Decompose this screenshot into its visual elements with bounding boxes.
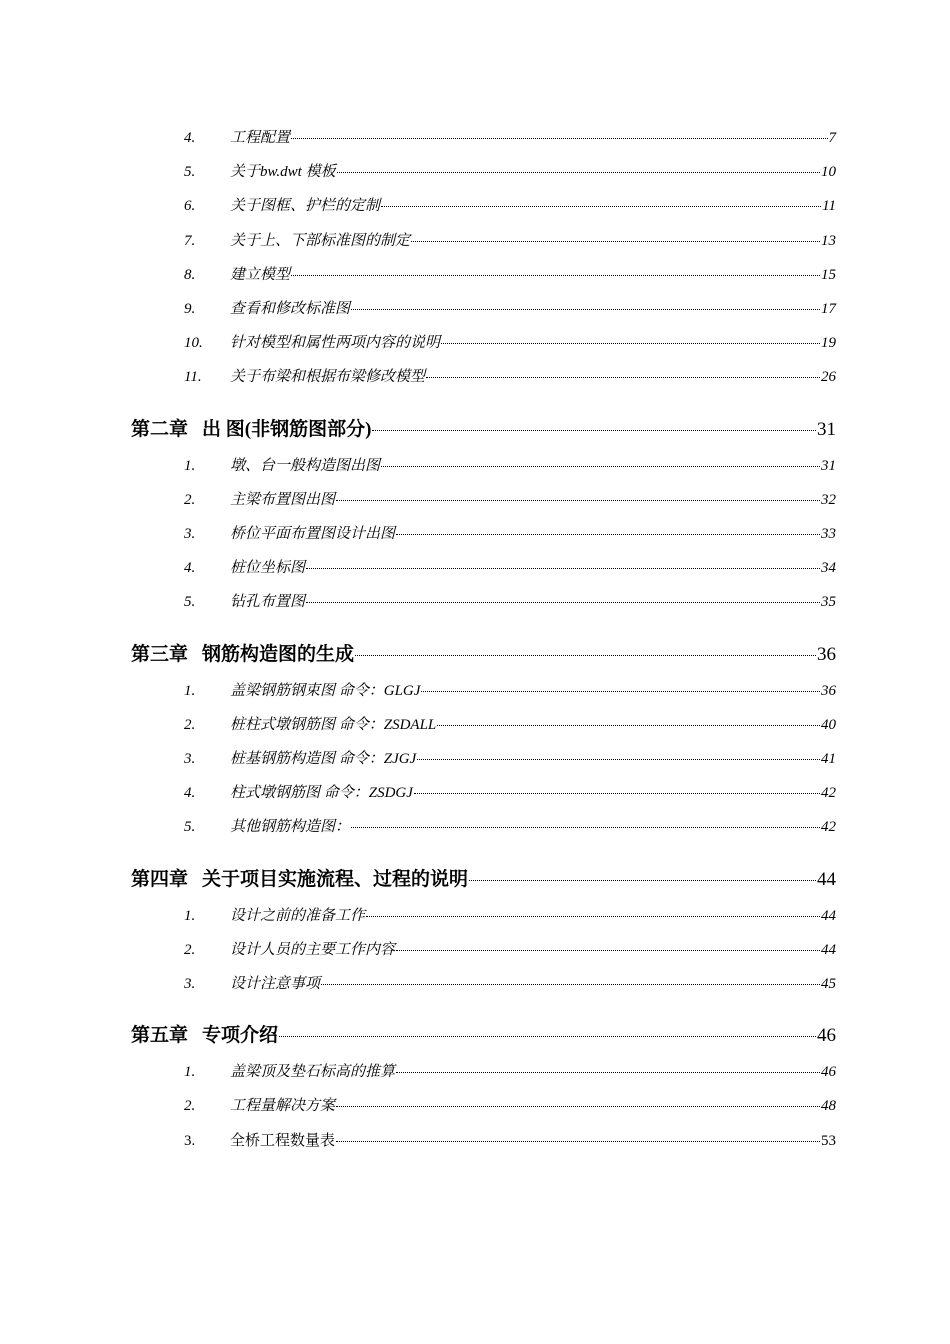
entry-title: 主梁布置图出图 <box>230 491 336 508</box>
toc-entry[interactable] <box>184 1129 836 1151</box>
entry-title: 关于上、下部标准图的制定 <box>230 232 411 249</box>
toc-chapter[interactable] <box>131 414 836 442</box>
page-number: 36 <box>817 643 836 665</box>
page-number: 42 <box>821 785 836 802</box>
dot-leader <box>421 691 820 692</box>
toc-entry[interactable] <box>184 160 836 182</box>
toc-chapter[interactable] <box>131 864 836 892</box>
entry-title: 桩位坐标图 <box>230 560 306 577</box>
entry-number: 2. <box>184 491 196 508</box>
toc-entry[interactable] <box>184 126 836 148</box>
toc-entry[interactable] <box>184 263 836 285</box>
chapter-title: 出 图(非钢筋图部分) <box>202 418 372 440</box>
entry-title: 设计人员的主要工作内容 <box>230 941 396 958</box>
page-number: 44 <box>817 868 836 890</box>
toc-entry[interactable] <box>184 713 836 735</box>
dot-leader <box>372 430 816 431</box>
dot-leader <box>441 343 820 344</box>
entry-number: 2. <box>184 1098 196 1115</box>
dot-leader <box>351 827 820 828</box>
entry-title: 设计之前的准备工作 <box>230 907 366 924</box>
entry-title: 工程量解决方案 <box>230 1098 336 1115</box>
entry-number: 7. <box>184 232 196 249</box>
entry-number: 10. <box>184 335 203 352</box>
entry-title: 针对模型和属性两项内容的说明 <box>230 335 441 352</box>
page-number: 45 <box>821 976 836 992</box>
entry-title: 盖梁顶及垫石标高的推算 <box>230 1064 396 1081</box>
entry-title: 钻孔布置图 <box>230 594 306 611</box>
entry-number: 5. <box>184 164 196 181</box>
page-number: 34 <box>821 560 836 577</box>
entry-title: 工程配置 <box>230 130 291 146</box>
dot-leader <box>417 759 820 760</box>
toc-entry[interactable] <box>184 331 836 353</box>
entry-title: 关于图框、护栏的定制 <box>230 198 381 215</box>
entry-title: 其他钢筋构造图： <box>230 819 351 836</box>
page-number: 26 <box>821 369 836 386</box>
page-number: 42 <box>821 819 836 836</box>
page-number: 17 <box>821 301 836 317</box>
entry-number: 11. <box>184 369 202 386</box>
dot-leader <box>396 950 820 951</box>
chapter-title: 专项介绍 <box>202 1025 279 1047</box>
page-number: 31 <box>821 457 836 474</box>
toc-entry[interactable] <box>184 488 836 510</box>
toc-entry[interactable] <box>184 815 836 837</box>
toc-entry[interactable] <box>184 454 836 476</box>
page-number: 31 <box>817 418 836 440</box>
dot-leader <box>396 534 820 535</box>
entry-number: 5. <box>184 594 196 611</box>
toc-entry[interactable] <box>184 938 836 960</box>
page-number: 46 <box>817 1025 836 1047</box>
entry-title: 查看和修改标准图 <box>230 301 351 317</box>
dot-leader <box>337 172 820 173</box>
entry-number: 6. <box>184 198 196 215</box>
entry-title: 墩、台一般构造图出图 <box>230 457 381 474</box>
entry-number: 2. <box>184 716 196 733</box>
dot-leader <box>414 793 820 794</box>
entry-title: 全桥工程数量表 <box>230 1132 336 1149</box>
dot-leader <box>366 916 820 917</box>
dot-leader <box>426 377 820 378</box>
dot-leader <box>381 206 821 207</box>
dot-leader <box>411 241 820 242</box>
toc-entry[interactable] <box>184 972 836 994</box>
entry-number: 5. <box>184 819 196 836</box>
entry-title: 盖梁钢筋钢束图 命令：GLGJ <box>230 682 421 699</box>
page-number: 15 <box>821 266 836 283</box>
dot-leader <box>321 984 820 985</box>
dot-leader <box>336 500 820 501</box>
page-number: 11 <box>822 198 836 215</box>
page-number: 32 <box>821 491 836 508</box>
page-number: 33 <box>821 526 836 542</box>
chapter-number: 第三章 <box>131 643 189 665</box>
dot-leader <box>306 568 820 569</box>
toc-entry[interactable] <box>184 229 836 251</box>
entry-title: 柱式墩钢筋图 命令：ZSDGJ <box>230 785 413 802</box>
entry-title: 建立模型 <box>230 266 291 283</box>
entry-number: 1. <box>184 907 196 924</box>
toc-entry[interactable] <box>184 781 836 803</box>
toc-entry[interactable] <box>184 590 836 612</box>
entry-number: 3. <box>184 751 196 767</box>
entry-title: 设计注意事项 <box>230 976 321 992</box>
page-number: 13 <box>821 232 836 249</box>
toc-entry[interactable] <box>184 1094 836 1116</box>
entry-number: 4. <box>184 785 196 802</box>
dot-leader <box>437 725 820 726</box>
entry-number: 1. <box>184 682 196 699</box>
page-number: 53 <box>821 1132 836 1149</box>
entry-number: 3. <box>184 526 196 542</box>
entry-title: 桩柱式墩钢筋图 命令：ZSDALL <box>230 716 437 733</box>
dot-leader <box>469 880 816 881</box>
toc-entry[interactable] <box>184 522 836 544</box>
dot-leader <box>351 309 820 310</box>
page-number: 40 <box>821 716 836 733</box>
entry-number: 3. <box>184 976 196 992</box>
entry-title: 桥位平面布置图设计出图 <box>230 526 396 542</box>
entry-number: 8. <box>184 266 196 283</box>
page-number: 46 <box>821 1064 836 1081</box>
entry-number: 3. <box>184 1132 196 1149</box>
entry-number: 2. <box>184 941 196 958</box>
toc-entry[interactable] <box>184 1060 836 1082</box>
entry-number: 1. <box>184 1064 196 1081</box>
page-number: 44 <box>821 941 836 958</box>
toc-entry[interactable] <box>184 365 836 387</box>
chapter-number: 第四章 <box>131 868 189 890</box>
dot-leader <box>336 1141 820 1142</box>
dot-leader <box>279 1036 816 1037</box>
toc-entry[interactable] <box>184 747 836 769</box>
toc-chapter[interactable] <box>131 639 836 667</box>
entry-title: 桩基钢筋构造图 命令：ZJGJ <box>230 751 417 767</box>
chapter-title: 钢筋构造图的生成 <box>202 643 355 665</box>
dot-leader <box>291 138 827 139</box>
dot-leader <box>381 466 820 467</box>
dot-leader <box>336 1106 820 1107</box>
chapter-title: 关于项目实施流程、过程的说明 <box>202 868 469 890</box>
toc-chapter[interactable] <box>131 1020 836 1048</box>
page-number: 36 <box>821 682 836 699</box>
page-number: 44 <box>821 907 836 924</box>
chapter-number: 第二章 <box>131 418 189 440</box>
dot-leader <box>291 275 820 276</box>
page-number: 41 <box>821 751 836 767</box>
entry-number: 4. <box>184 560 196 577</box>
toc-entry[interactable] <box>184 679 836 701</box>
toc-entry[interactable] <box>184 297 836 319</box>
toc-entry[interactable] <box>184 556 836 578</box>
dot-leader <box>355 655 816 656</box>
entry-title: 关于bw.dwt 模板 <box>230 164 336 181</box>
page-number: 19 <box>821 335 836 352</box>
dot-leader <box>396 1072 820 1073</box>
entry-number: 4. <box>184 130 196 146</box>
page-number: 48 <box>821 1098 836 1115</box>
page-number: 35 <box>821 594 836 611</box>
chapter-number: 第五章 <box>131 1025 189 1047</box>
toc-entry[interactable] <box>184 904 836 926</box>
page-number: 10 <box>821 164 836 181</box>
toc-entry[interactable] <box>184 194 836 216</box>
entry-number: 9. <box>184 301 196 317</box>
entry-number: 1. <box>184 457 196 474</box>
dot-leader <box>306 602 820 603</box>
entry-title: 关于布梁和根据布梁修改模型 <box>230 369 426 386</box>
page-number: 7 <box>828 130 836 146</box>
